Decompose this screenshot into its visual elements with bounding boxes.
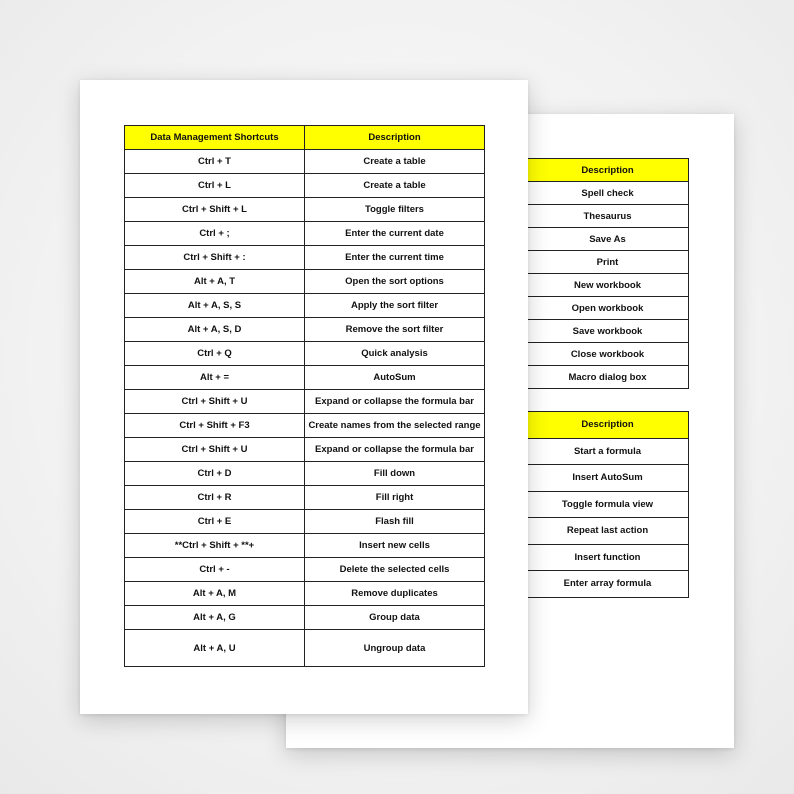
description-cell: Save As [527, 228, 689, 251]
description-cell: Group data [305, 606, 485, 630]
description-cell: Insert function [527, 544, 689, 571]
table-row [125, 414, 485, 438]
shortcut-cell: Ctrl + R [125, 486, 305, 510]
description-cell: Apply the sort filter [305, 294, 485, 318]
shortcut-cell: Ctrl + ; [125, 222, 305, 246]
description-cell: Remove the sort filter [305, 318, 485, 342]
shortcuts-table [124, 125, 485, 667]
table-row [527, 465, 689, 492]
description-cell: Expand or collapse the formula bar [305, 438, 485, 462]
shortcut-cell: Alt + A, S, D [125, 318, 305, 342]
description-cell: Toggle formula view [527, 491, 689, 518]
description-cell: Save workbook [527, 320, 689, 343]
shortcut-cell: Ctrl + Shift + U [125, 438, 305, 462]
description-cell: Open workbook [527, 297, 689, 320]
table-row [125, 606, 485, 630]
description-cell: Create names from the selected range [305, 414, 485, 438]
table-row [527, 251, 689, 274]
table-row [125, 222, 485, 246]
description-cell: Toggle filters [305, 198, 485, 222]
description-cell: Remove duplicates [305, 582, 485, 606]
table-row [527, 343, 689, 366]
table-row [125, 174, 485, 198]
table-row [527, 274, 689, 297]
description-cell: Start a formula [527, 438, 689, 465]
description-cell: Close workbook [527, 343, 689, 366]
table-row [125, 486, 485, 510]
table-row [527, 544, 689, 571]
shortcut-cell: Ctrl + E [125, 510, 305, 534]
table-row [527, 366, 689, 389]
table-row [125, 294, 485, 318]
shortcut-cell: Alt + A, M [125, 582, 305, 606]
table-row [527, 182, 689, 205]
description-cell: Spell check [527, 182, 689, 205]
description-cell: Open the sort options [305, 270, 485, 294]
description-cell: Flash fill [305, 510, 485, 534]
description-cell: Enter array formula [527, 571, 689, 598]
table-row [527, 571, 689, 598]
table-row [527, 205, 689, 228]
shortcut-cell: Alt + A, S, S [125, 294, 305, 318]
shortcut-cell: Ctrl + Shift + : [125, 246, 305, 270]
table-row [125, 246, 485, 270]
description-cell: Thesaurus [527, 205, 689, 228]
table-row [125, 366, 485, 390]
shortcut-cell: **Ctrl + Shift + **+ [125, 534, 305, 558]
table-row [125, 534, 485, 558]
description-cell: Create a table [305, 150, 485, 174]
shortcut-cell: Ctrl + T [125, 150, 305, 174]
table-row [125, 558, 485, 582]
description-cell: Fill down [305, 462, 485, 486]
table-row [527, 320, 689, 343]
table-row [125, 582, 485, 606]
front-page [80, 80, 528, 714]
shortcut-cell: Alt + = [125, 366, 305, 390]
shortcut-cell: Ctrl + L [125, 174, 305, 198]
table-row [527, 518, 689, 545]
side-table-2-header: Description [527, 412, 689, 439]
shortcut-cell: Alt + A, U [125, 630, 305, 667]
side-table-1-header: Description [527, 159, 689, 182]
table-row [527, 438, 689, 465]
side-table-2 [526, 411, 689, 598]
shortcut-cell: Ctrl + - [125, 558, 305, 582]
shortcut-cell: Ctrl + Shift + U [125, 390, 305, 414]
description-cell: Quick analysis [305, 342, 485, 366]
description-cell: Expand or collapse the formula bar [305, 390, 485, 414]
description-cell: Macro dialog box [527, 366, 689, 389]
description-cell: Repeat last action [527, 518, 689, 545]
side-table-1 [526, 158, 689, 389]
description-cell: AutoSum [305, 366, 485, 390]
table-row [125, 150, 485, 174]
table-row [527, 297, 689, 320]
shortcut-cell: Alt + A, T [125, 270, 305, 294]
table-row [125, 510, 485, 534]
description-cell: Fill right [305, 486, 485, 510]
description-cell: Enter the current time [305, 246, 485, 270]
description-cell: Print [527, 251, 689, 274]
description-cell: Create a table [305, 174, 485, 198]
description-cell: Insert new cells [305, 534, 485, 558]
table-row [125, 342, 485, 366]
table-row [125, 390, 485, 414]
description-cell: Insert AutoSum [527, 465, 689, 492]
description-cell: Enter the current date [305, 222, 485, 246]
table-row [527, 228, 689, 251]
header-description: Description [305, 126, 485, 150]
shortcut-cell: Alt + A, G [125, 606, 305, 630]
table-row [125, 198, 485, 222]
table-row [125, 630, 485, 667]
description-cell: Ungroup data [305, 630, 485, 667]
shortcut-cell: Ctrl + Shift + F3 [125, 414, 305, 438]
description-cell: New workbook [527, 274, 689, 297]
shortcut-cell: Ctrl + Shift + L [125, 198, 305, 222]
table-row [125, 270, 485, 294]
table-row [125, 318, 485, 342]
table-row [527, 491, 689, 518]
description-cell: Delete the selected cells [305, 558, 485, 582]
shortcut-cell: Ctrl + Q [125, 342, 305, 366]
table-row [125, 438, 485, 462]
header-shortcut: Data Management Shortcuts [125, 126, 305, 150]
shortcut-cell: Ctrl + D [125, 462, 305, 486]
table-row [125, 462, 485, 486]
